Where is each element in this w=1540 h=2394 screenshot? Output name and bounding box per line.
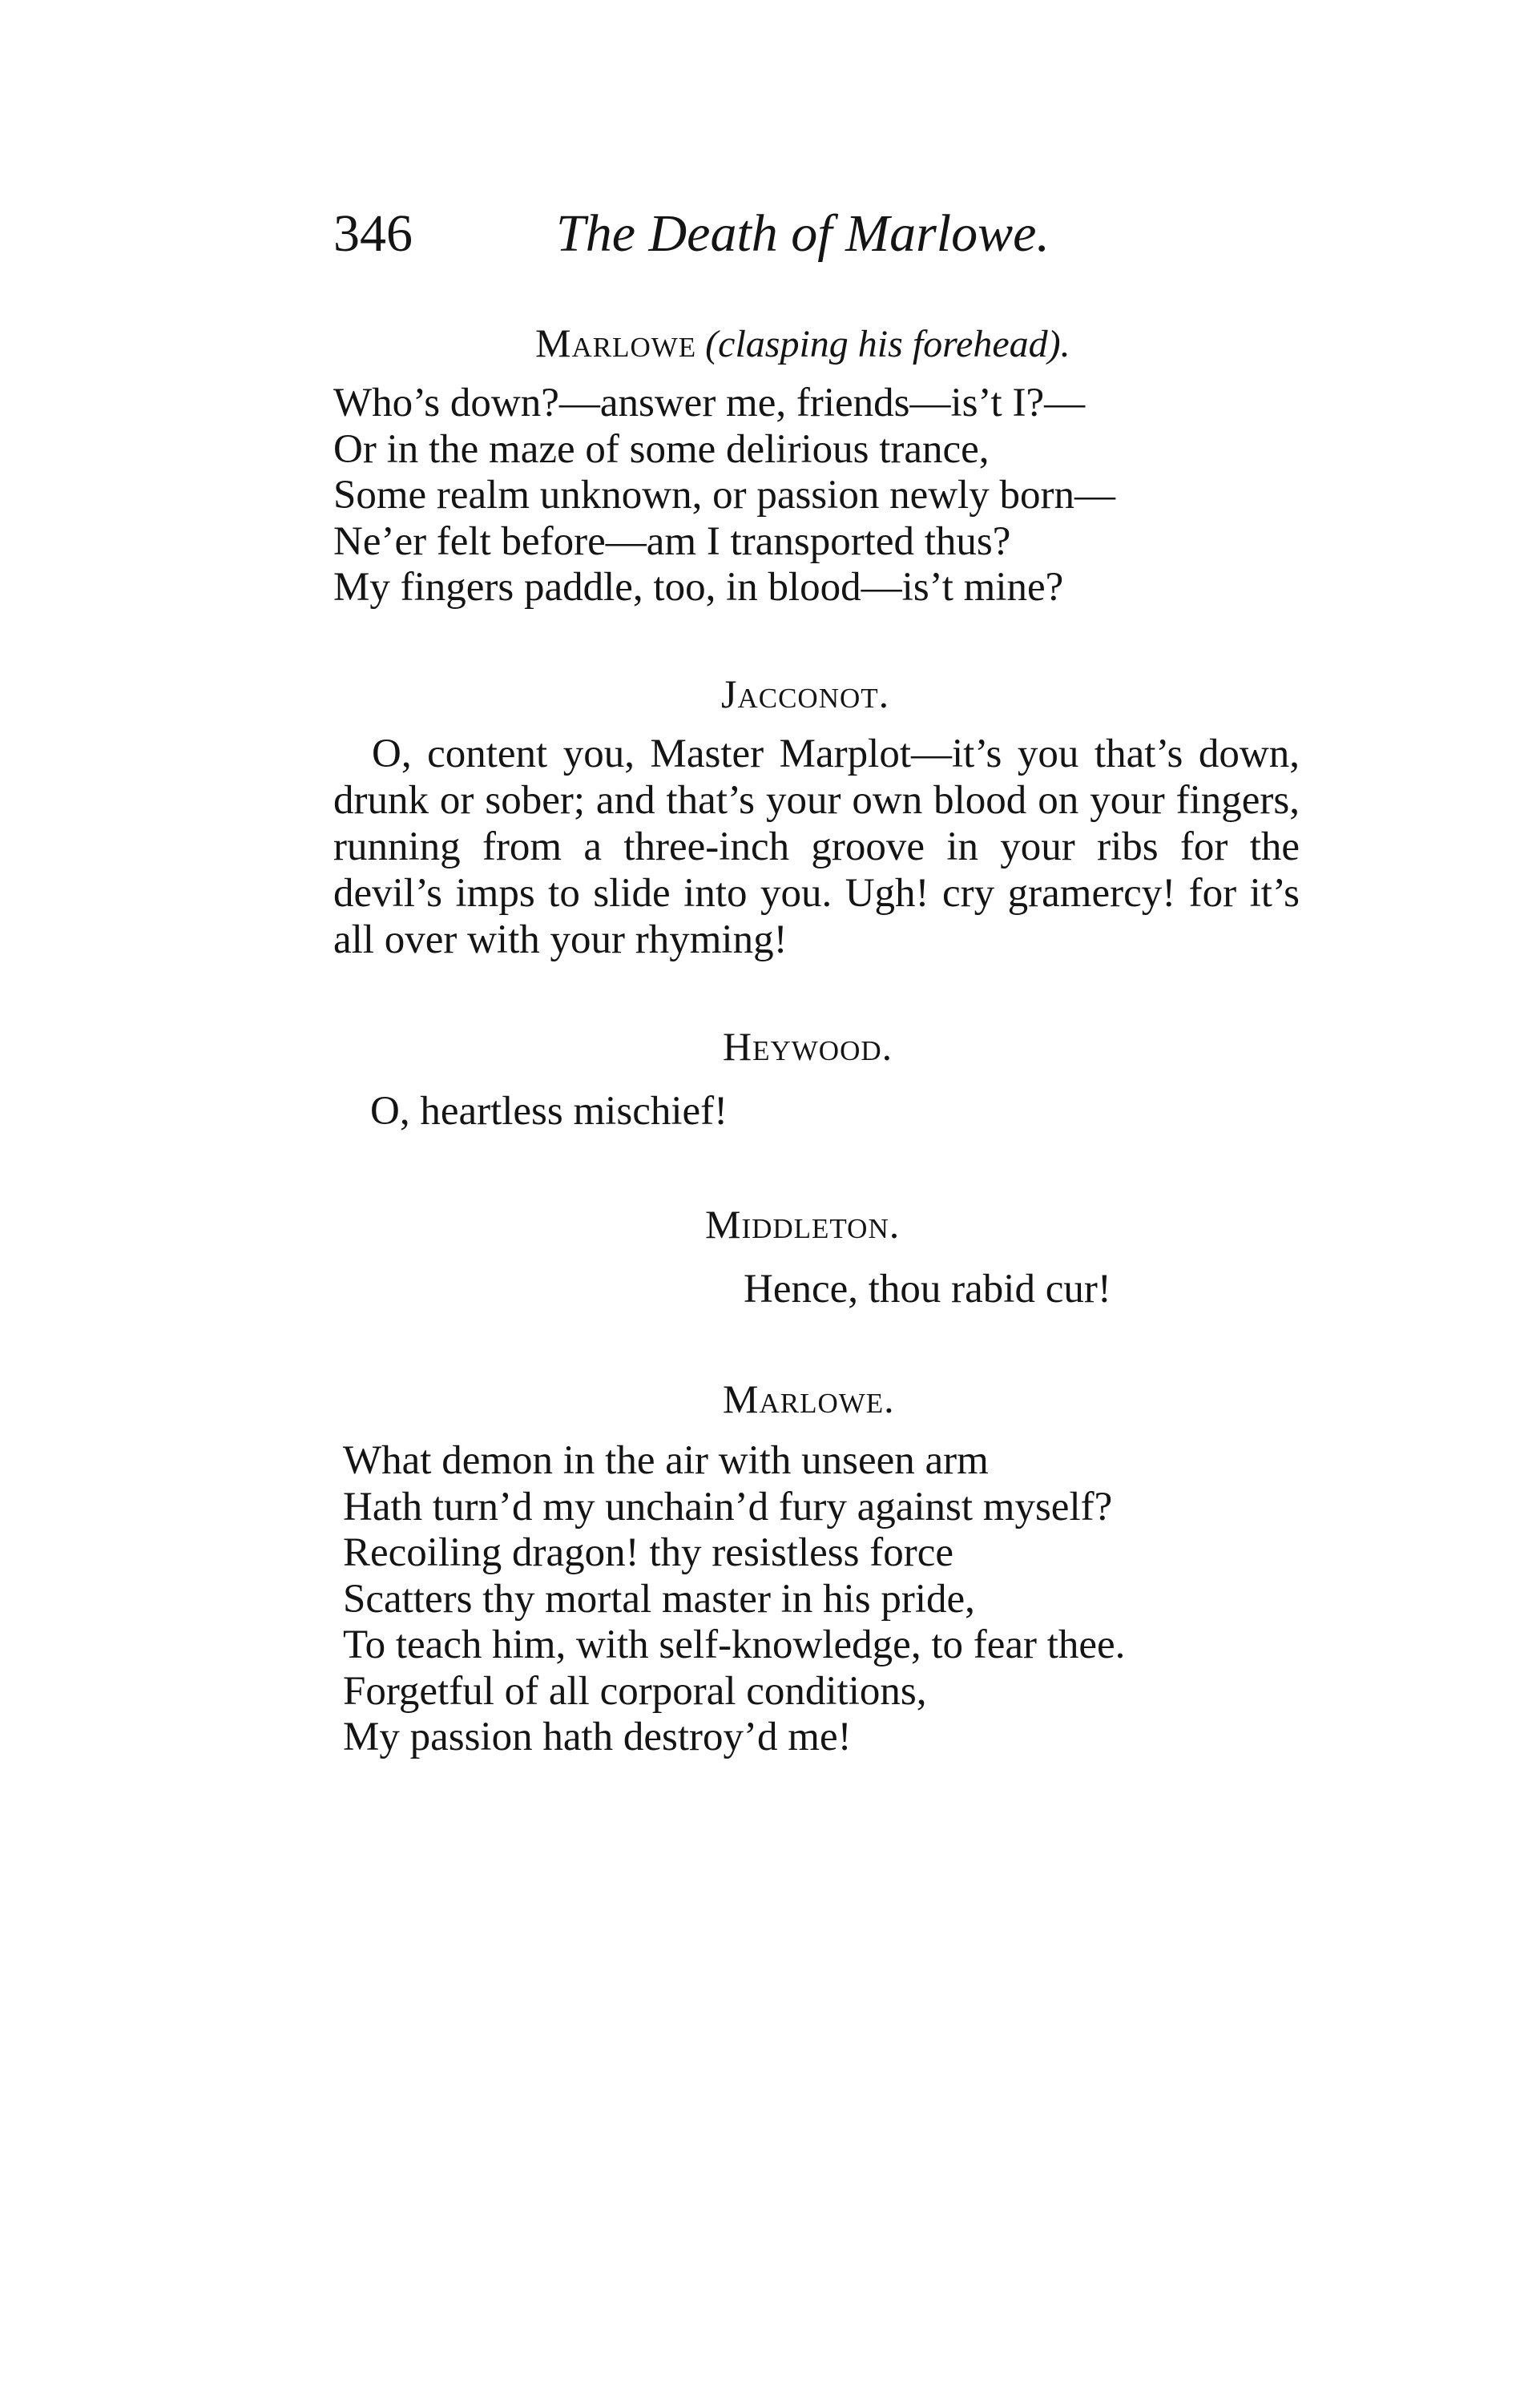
stage-direction: (clasping his forehead). xyxy=(705,323,1070,365)
speech-middleton: Hence, thou rabid cur! xyxy=(744,1267,1111,1312)
speaker-name: Jacconot. xyxy=(721,671,890,716)
verse-line: Scatters thy mortal master in his pride, xyxy=(343,1576,975,1622)
speaker-heading-marlowe-2 xyxy=(723,1378,895,1422)
running-title: The Death of Marlowe. xyxy=(556,204,1050,263)
speaker-heading-jacconot xyxy=(721,673,889,717)
verse-line: Forgetful of all corporal conditions, xyxy=(343,1668,927,1714)
speaker-heading-marlowe xyxy=(535,322,1070,366)
page-header xyxy=(333,202,1050,266)
verse-line: Some realm unknown, or passion newly born— xyxy=(333,473,1115,518)
verse-line: Ne’er felt before—am I transported thus? xyxy=(333,518,1011,564)
verse-line: Hath turn’d my unchain’d fury against myself? xyxy=(343,1484,1113,1530)
speaker-name: Heywood. xyxy=(723,1024,893,1069)
prose-paragraph-jacconot: O, content you, Master Marplot—it’s you that’s down, drunk or sober; and that’s your own blood on your fingers, running from a three-inch groove in your ribs for the devil’s imps to slide into you. Ugh! cry gramercy! for it’s all over with your rhyming! xyxy=(333,732,1300,962)
verse-line: Or in the maze of some delirious trance, xyxy=(333,426,990,472)
verse-line: To teach him, with self-knowledge, to fear thee. xyxy=(343,1622,1126,1667)
verse-line: What demon in the air with unseen arm xyxy=(343,1438,989,1483)
speaker-name: Marlowe xyxy=(535,320,697,365)
verse-line: Who’s down?—answer me, friends—is’t I?— xyxy=(333,381,1086,425)
verse-line: My fingers paddle, too, in blood—is’t mine? xyxy=(333,565,1064,610)
speaker-heading-middleton xyxy=(705,1203,900,1247)
speaker-name: Marlowe. xyxy=(723,1376,895,1421)
speaker-heading-heywood xyxy=(723,1026,893,1070)
speech-heywood: O, heartless mischief! xyxy=(370,1089,728,1134)
verse-line: Recoiling dragon! thy resistless force xyxy=(343,1530,953,1575)
verse-block-marlowe-2 xyxy=(343,1438,1125,1761)
page-number: 346 xyxy=(333,204,413,263)
speaker-name: Middleton. xyxy=(705,1202,901,1247)
verse-line: My passion hath destroy’d me! xyxy=(343,1715,852,1759)
verse-block-marlowe-1 xyxy=(333,381,1115,611)
